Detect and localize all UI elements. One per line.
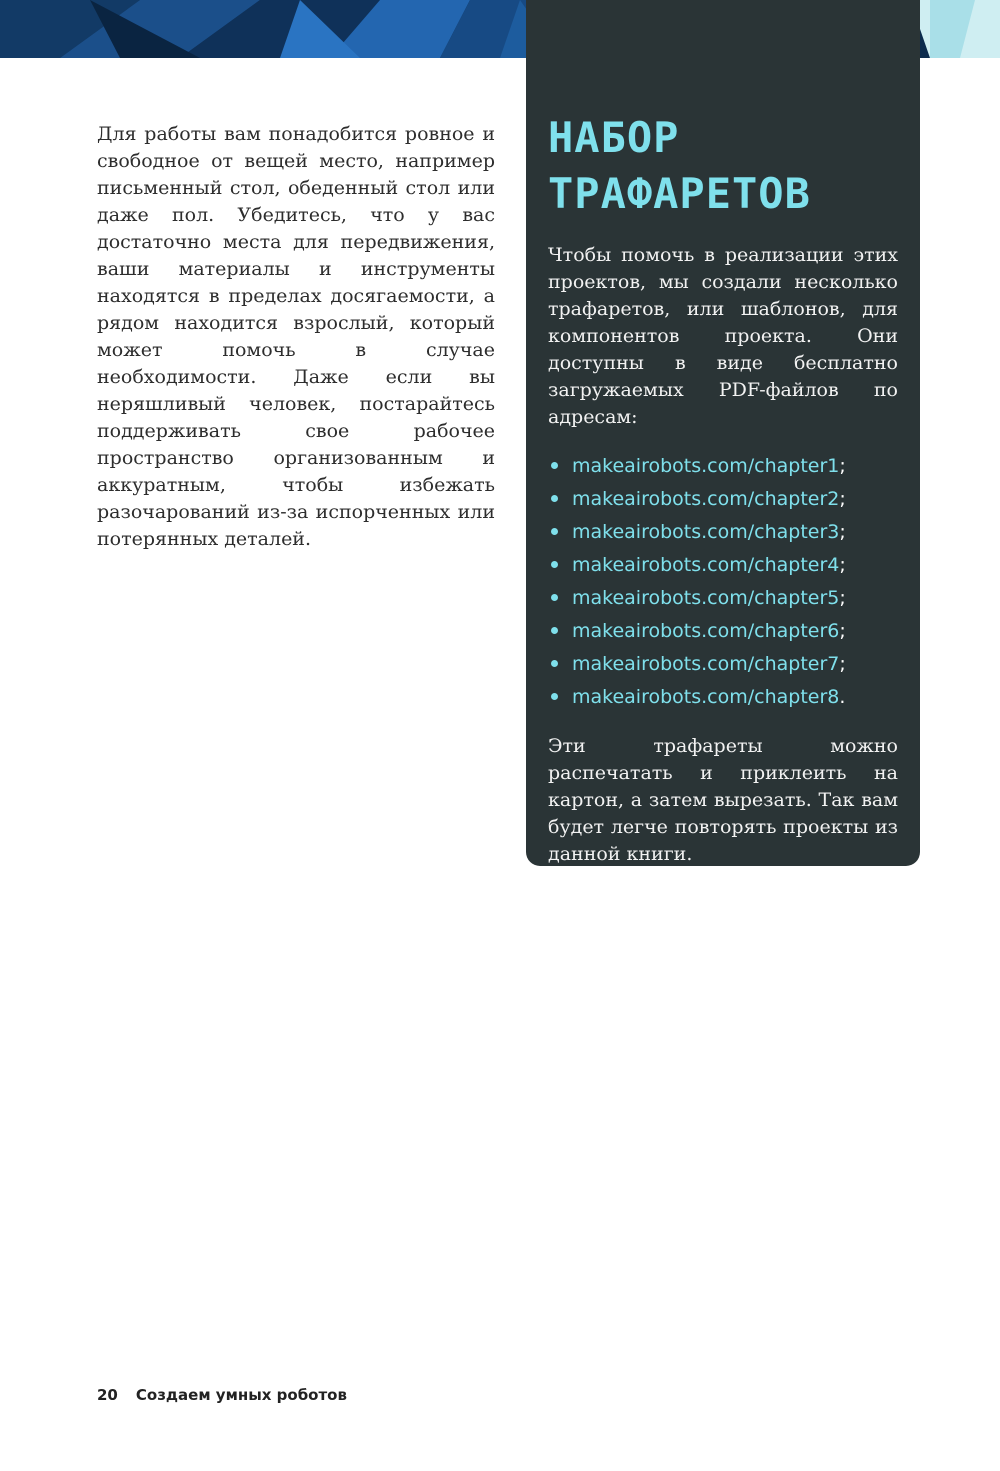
list-item [548, 449, 898, 482]
list-punctuation: ; [839, 553, 846, 576]
bullet-icon [551, 660, 558, 667]
bullet-icon [551, 462, 558, 469]
sidebar-outro: Эти трафареты можно распечатать и приклеить на картон, а затем вырезать. Так вам будет легче повторять проекты из данной книги. [548, 735, 898, 865]
list-item [548, 680, 898, 713]
list-item [548, 614, 898, 647]
list-item [548, 482, 898, 515]
list-punctuation: ; [839, 454, 846, 477]
chapter-link[interactable]: makeairobots.com/chapter4 [572, 553, 840, 576]
sidebar-title [548, 110, 898, 222]
sidebar-intro: Чтобы помочь в реализации этих проектов, мы создали несколько трафаретов, или шаблонов, для компонентов проекта. Они доступны в виде бесплатно загружаемых PDF-файлов по адресам: [548, 244, 898, 428]
sidebar-title-line1: НАБОР [548, 113, 680, 162]
list-item [548, 515, 898, 548]
bullet-icon [551, 561, 558, 568]
chapter-link-list [548, 449, 898, 713]
stencil-sidebar [526, 0, 920, 866]
chapter-link[interactable]: makeairobots.com/chapter7 [572, 652, 840, 675]
chapter-link[interactable]: makeairobots.com/chapter1 [572, 454, 840, 477]
list-item [548, 647, 898, 680]
chapter-link[interactable]: makeairobots.com/chapter8 [572, 685, 840, 708]
list-punctuation: ; [839, 520, 846, 543]
bullet-icon [551, 693, 558, 700]
chapter-link[interactable]: makeairobots.com/chapter5 [572, 586, 840, 609]
bullet-icon [551, 528, 558, 535]
list-item [548, 548, 898, 581]
page-number: 20 [97, 1386, 118, 1404]
list-punctuation: ; [839, 487, 846, 510]
bullet-icon [551, 594, 558, 601]
list-punctuation: ; [839, 619, 846, 642]
page-footer [97, 1386, 347, 1404]
bullet-icon [551, 627, 558, 634]
list-item [548, 581, 898, 614]
book-title: Создаем умных роботов [135, 1386, 347, 1404]
list-punctuation: ; [839, 586, 846, 609]
list-punctuation: . [839, 685, 846, 708]
chapter-link[interactable]: makeairobots.com/chapter2 [572, 487, 840, 510]
bullet-icon [551, 495, 558, 502]
body-paragraph: Для работы вам понадобится ровное и свободное от вещей место, например письменный стол, обеденный стол или даже пол. Убедитесь, что у вас достаточно места для передвижения, ваши материалы и инструменты находятся в пределах досягаемости, а рядом находится взрослый, который может помочь в случае необходимости. Даже если вы неряшливый человек, постарайтесь поддерживать свое рабочее пространство организованным и аккуратным, чтобы избежать разочарований из-за испорченных или потерянных деталей. [97, 123, 495, 550]
list-punctuation: ; [839, 652, 846, 675]
chapter-link[interactable]: makeairobots.com/chapter6 [572, 619, 840, 642]
sidebar-title-line2: ТРАФАРЕТОВ [548, 169, 811, 218]
chapter-link[interactable]: makeairobots.com/chapter3 [572, 520, 840, 543]
